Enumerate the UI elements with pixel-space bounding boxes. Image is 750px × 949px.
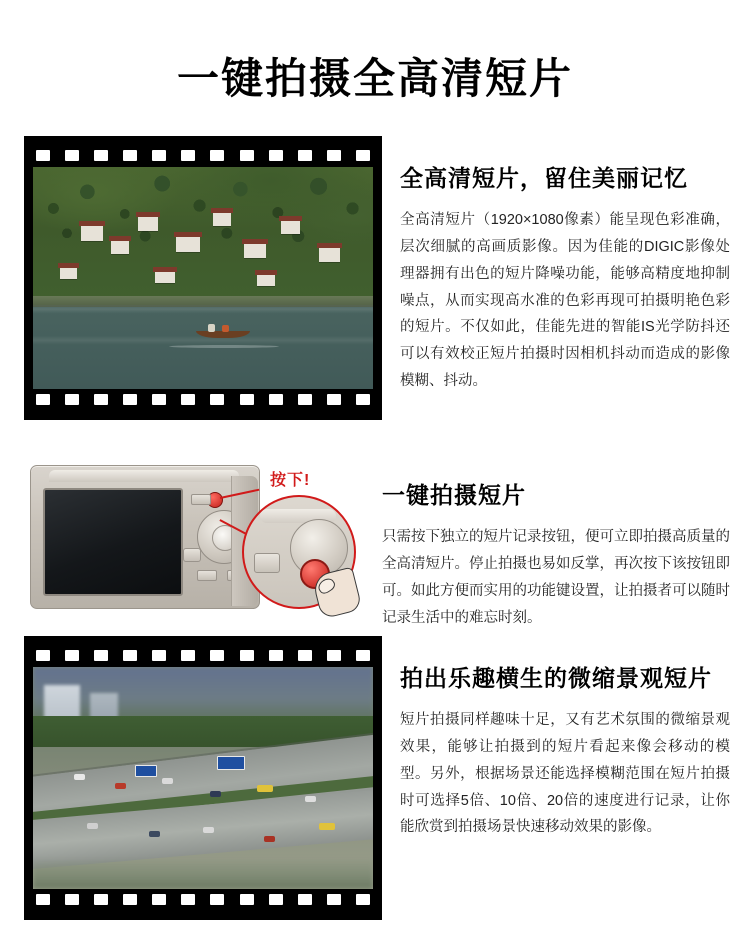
perforation [94, 650, 108, 661]
perforation [240, 394, 254, 405]
perforation [210, 394, 224, 405]
section-1-body: 全高清短片（1920×1080像素）能呈现色彩准确，层次细腻的高画质影像。因为佳能的DIGIC影像处理器拥有出色的短片降噪功能，能够高精度地抑制噪点，从而实现高水准的色彩再现可拍摄明艳色彩的短片。不仅如此，佳能先进的智能IS光学防抖还可以有效校正短片拍摄时因相机抖动而造成的影像模糊、抖动。 [400, 212, 730, 389]
house [81, 225, 103, 241]
perforation [298, 650, 312, 661]
filmstrip-frame [24, 136, 382, 420]
highway-sign [217, 756, 245, 770]
perforation [240, 150, 254, 161]
perforation [210, 894, 224, 905]
finger-pointer-icon [316, 571, 360, 617]
perforation [298, 150, 312, 161]
perforation [327, 894, 341, 905]
filmstrip-lakeside-village [24, 136, 382, 420]
blurred-foreground [33, 858, 373, 889]
menu-button [197, 570, 217, 581]
vehicle [264, 836, 275, 842]
house [60, 267, 77, 279]
rowboat [196, 331, 250, 338]
house [257, 274, 275, 286]
perforation [269, 394, 283, 405]
press-callout-label: 按下! [270, 472, 311, 490]
section-one-touch-movie [24, 453, 730, 631]
house [111, 240, 129, 254]
filmstrip-perforations-top [33, 650, 373, 662]
house [281, 220, 300, 234]
perforation [356, 150, 370, 161]
vehicle [319, 823, 335, 830]
perforation [123, 394, 137, 405]
camera-rear-illustration [24, 453, 364, 623]
perforation [269, 894, 283, 905]
perforation [181, 650, 195, 661]
perforation [36, 150, 50, 161]
vehicle [149, 831, 160, 837]
vehicle [210, 791, 221, 797]
house [155, 271, 175, 283]
function-button [183, 548, 201, 562]
perforation [123, 650, 137, 661]
perforation [240, 894, 254, 905]
shoreline [33, 296, 373, 307]
perforation [181, 394, 195, 405]
filmstrip-frame [24, 636, 382, 920]
house [244, 243, 266, 258]
filmstrip-perforations-bottom [33, 394, 373, 406]
vehicle [87, 823, 98, 829]
vehicle [203, 827, 214, 833]
perforation [65, 894, 79, 905]
perforation [298, 894, 312, 905]
perforation [94, 894, 108, 905]
finger-shape [311, 567, 362, 620]
perforation [152, 150, 166, 161]
photo-miniature-highway [33, 667, 373, 889]
perforation [65, 394, 79, 405]
perforation [356, 650, 370, 661]
perforation [65, 150, 79, 161]
perforation [36, 394, 50, 405]
perforation [123, 150, 137, 161]
playback-button [191, 494, 211, 505]
perforation [210, 650, 224, 661]
perforation [94, 150, 108, 161]
section-2-text [364, 453, 730, 631]
perforation [123, 894, 137, 905]
page-title: 一键拍摄全高清短片 [176, 55, 573, 103]
perforation [327, 394, 341, 405]
section-3-body: 短片拍摄同样趣味十足，又有艺术氛围的微缩景观效果，能够让拍摄到的短片看起来像会移动的模型。另外，根据场景还能选择模糊范围在短片拍摄时可选择5倍、10倍、20倍的速度进行记录，让你能欣赏到拍摄场景快速移动效果的影像。 [400, 712, 730, 836]
perforation [327, 150, 341, 161]
vehicle [74, 774, 85, 780]
section-3-text [382, 636, 730, 841]
section-1-heading: 全高清短片，留住美丽记忆 [400, 165, 688, 192]
highway-sign [135, 765, 157, 777]
perforation [298, 394, 312, 405]
perforation [94, 394, 108, 405]
perforation [36, 894, 50, 905]
perforation [327, 650, 341, 661]
camera-top-edge [49, 470, 239, 482]
house [138, 216, 158, 231]
vehicle [115, 783, 126, 789]
perforation [356, 894, 370, 905]
perforation [65, 650, 79, 661]
perforation [240, 650, 254, 661]
section-2-heading: 一键拍摄短片 [382, 482, 526, 509]
perforation [181, 150, 195, 161]
vehicle [305, 796, 316, 802]
product-feature-page [0, 28, 750, 949]
perforation [269, 150, 283, 161]
filmstrip-miniature-highway [24, 636, 382, 920]
photo-lakeside-village [33, 167, 373, 389]
zoom-playback-button [254, 553, 280, 573]
section-1-text [382, 136, 730, 395]
house [319, 247, 340, 262]
vehicle [257, 785, 273, 792]
perforation [152, 394, 166, 405]
section-full-hd-movie [24, 136, 730, 420]
camera-body [30, 465, 260, 609]
perforation [152, 650, 166, 661]
perforation [356, 394, 370, 405]
perforation [269, 650, 283, 661]
house [176, 236, 200, 252]
house [213, 212, 231, 226]
camera-lcd-screen [43, 488, 183, 596]
boat-wake [169, 345, 279, 348]
perforation [181, 894, 195, 905]
finger-nail [316, 576, 337, 596]
filmstrip-perforations-bottom [33, 894, 373, 906]
perforation [152, 894, 166, 905]
section-miniature-effect-movie [24, 636, 730, 920]
section-2-body: 只需按下独立的短片记录按钮，便可立即拍摄高质量的全高清短片。停止拍摄也易如反掌，再次按下该按钮即可。如此方便而实用的功能键设置，让拍摄者可以随时记录生活中的难忘时刻。 [382, 529, 730, 626]
filmstrip-perforations-top [33, 150, 373, 162]
section-3-heading: 拍出乐趣横生的微缩景观短片 [400, 665, 712, 692]
vehicle [162, 778, 173, 784]
perforation [210, 150, 224, 161]
perforation [36, 650, 50, 661]
